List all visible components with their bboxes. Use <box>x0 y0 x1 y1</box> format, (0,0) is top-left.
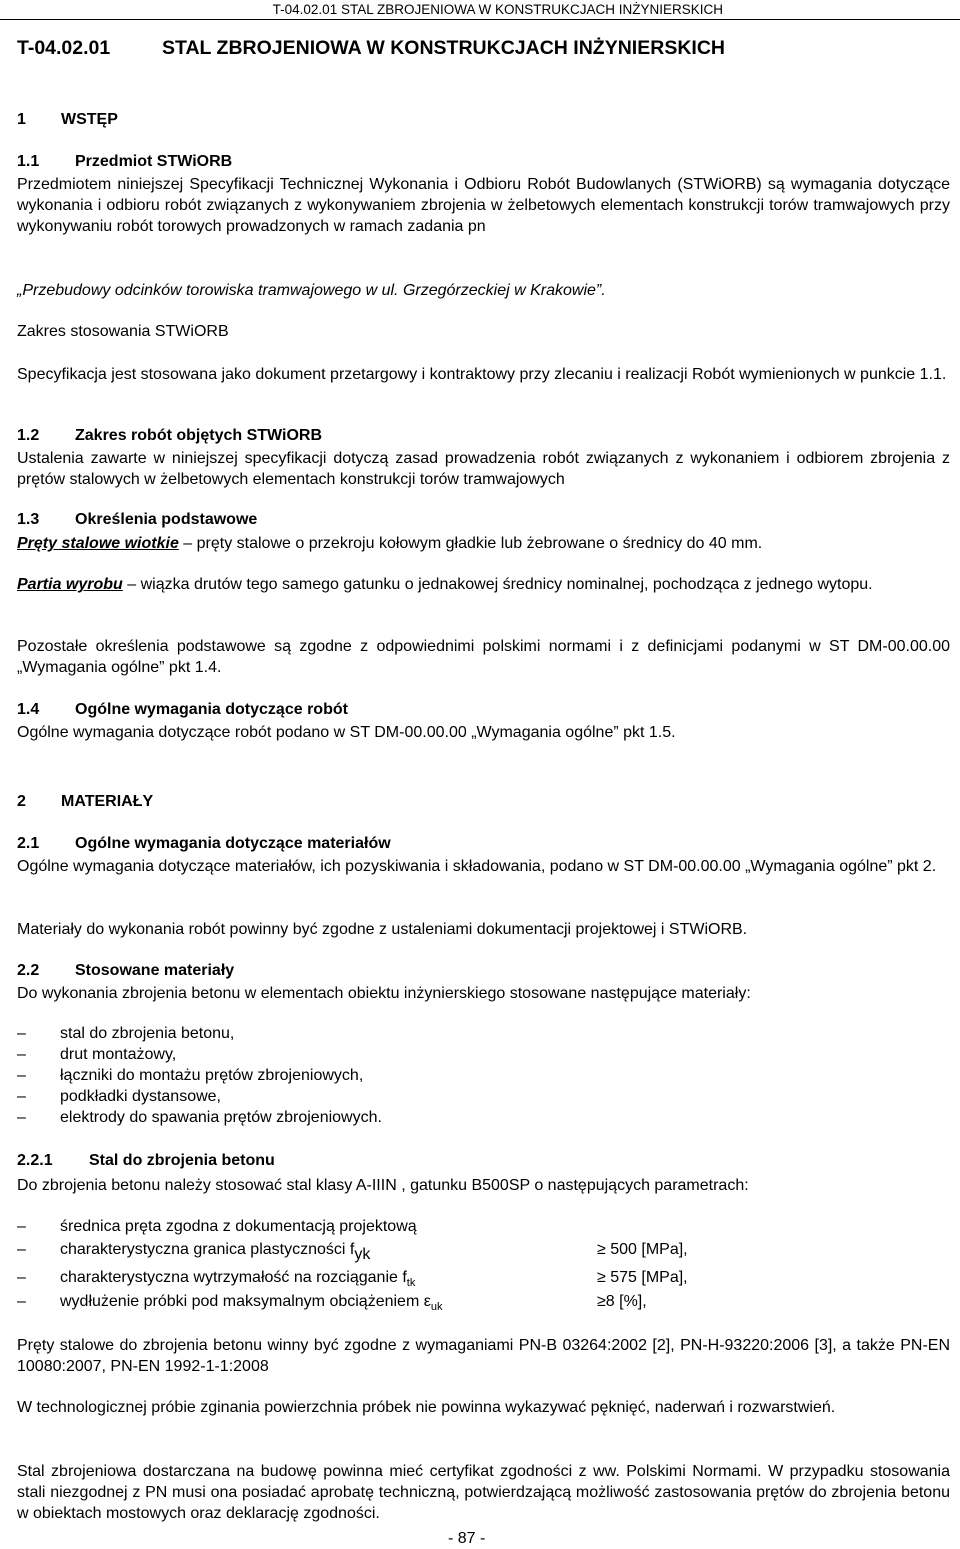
parameter-subscript: tk <box>406 1277 416 1290</box>
running-header: T-04.02.01 STAL ZBROJENIOWA W KONSTRUKCJACH INŻYNIERSKICH <box>272 2 723 17</box>
section-heading-1-2 <box>17 427 322 445</box>
parameter-row <box>17 1269 688 1290</box>
page-number: - 87 - <box>448 1530 486 1547</box>
definition-text: – wiązka drutów tego samego gatunku o jednakowej średnicy nominalnej, pochodząca z jednego wytopu. <box>122 576 873 593</box>
paragraph-materials-compliance: Materiały do wykonania robót powinny być zgodne z ustaleniami dokumentacji projektowej i STWiORB. <box>17 921 748 938</box>
parameter-label: średnica pręta zgodna z dokumentacją projektową <box>60 1218 417 1235</box>
section-title: Ogólne wymagania dotyczące materiałów <box>75 835 391 852</box>
section-heading-1-1 <box>17 153 232 171</box>
definition-text: – pręty stalowe o przekroju kołowym gładkie lub żebrowane o średnicy do 40 mm. <box>178 535 763 552</box>
section-heading-1 <box>17 111 118 129</box>
paragraph-works-scope: Ustalenia zawarte w niniejszej specyfikacji dotyczą zasad prowadzenia robót związanych z wykonaniem i odbiorem zbrojenia z prętów stalowych w żelbetowych elementach konstrukcji torów tramwajowych <box>17 450 950 488</box>
section-heading-2 <box>17 793 153 811</box>
parameter-label: charakterystyczna granica plastyczności f <box>60 1241 355 1258</box>
section-number: 2.2.1 <box>17 1152 53 1169</box>
section-heading-1-3 <box>17 511 257 529</box>
dash-bullet: – <box>17 1109 26 1126</box>
paragraph-materials-general: Ogólne wymagania dotyczące materiałów, ich pozyskiwania i składowania, podano w ST DM-00.00.00 „Wymagania ogólne” pkt 2. <box>17 858 937 875</box>
document-number: T-04.02.01 <box>17 37 111 59</box>
paragraph-materials-intro: Do wykonania zbrojenia betonu w elementach obiektu inżynierskiego stosowane następujące materiały: <box>17 985 751 1002</box>
dash-bullet: – <box>17 1269 26 1286</box>
paragraph-norms: Pręty stalowe do zbrojenia betonu winny być zgodne z wymaganiami PN-B 03264:2002 [2], PN-H-93220:2006 [3], a także PN-EN 10080:2007, PN-EN 1992-1-1:2008 <box>17 1337 950 1375</box>
section-title: Stal do zbrojenia betonu <box>89 1152 275 1169</box>
parameter-row <box>17 1293 647 1314</box>
dash-bullet: – <box>17 1293 26 1310</box>
section-title: MATERIAŁY <box>61 793 154 810</box>
section-heading-2-1 <box>17 835 391 853</box>
section-number: 1.2 <box>17 427 40 444</box>
paragraph-certificate: Stal zbrojeniowa dostarczana na budowę powinna mieć certyfikat zgodności z ww. Polskimi Normami. W przypadku stosowania stali niezgodnej z PN musi ona posiadać aprobatę techniczną, potwierdzającą możliwość zastosowania prętów do zbrojenia betonu w obiektach mostowych oraz deklarację zgodności. <box>17 1463 950 1522</box>
list-item: – drut montażowy, <box>17 1046 177 1063</box>
parameter-row <box>17 1218 417 1236</box>
header-rule <box>0 19 960 20</box>
dash-bullet: – <box>17 1025 26 1042</box>
section-number: 1 <box>17 111 26 128</box>
dash-bullet: – <box>17 1046 26 1063</box>
paragraph-other-definitions: Pozostałe określenia podstawowe są zgodne z odpowiednimi polskimi normami i z definicjami podanymi w ST DM-00.00.00 „Wymagania ogólne” pkt 1.4. <box>17 638 950 676</box>
section-heading-2-2-1 <box>17 1152 275 1170</box>
project-name: „Przebudowy odcinków torowiska tramwajowego w ul. Grzegórzeckiej w Krakowie”. <box>17 282 606 299</box>
definition-term: Pręty stalowe wiotkie <box>17 535 179 552</box>
parameter-value: ≥ 500 [MPa], <box>597 1241 688 1258</box>
section-title: Ogólne wymagania dotyczące robót <box>75 701 348 718</box>
parameter-value: ≥ 575 [MPa], <box>597 1269 688 1286</box>
section-number: 1.3 <box>17 511 40 528</box>
scope-label: Zakres stosowania STWiORB <box>17 323 229 340</box>
parameter-value: ≥8 [%], <box>597 1293 647 1310</box>
section-number: 2.1 <box>17 835 40 852</box>
section-title: Przedmiot STWiORB <box>75 153 233 170</box>
section-title: Zakres robót objętych STWiORB <box>75 427 322 444</box>
list-item: – łączniki do montażu prętów zbrojeniowych, <box>17 1067 364 1084</box>
section-number: 2.2 <box>17 962 40 979</box>
parameter-subscript: yk <box>354 1246 371 1263</box>
section-number: 2 <box>17 793 26 810</box>
paragraph-scope: Specyfikacja jest stosowana jako dokument przetargowy i kontraktowy przy zlecaniu i realizacji Robót wymienionych w punkcie 1.1. <box>17 366 947 383</box>
parameter-label: charakterystyczna wytrzymałość na rozciąganie f <box>60 1269 407 1286</box>
list-item: – podkładki dystansowe, <box>17 1088 221 1105</box>
section-title: Stosowane materiały <box>75 962 235 979</box>
dash-bullet: – <box>17 1218 26 1235</box>
parameter-row <box>17 1241 688 1264</box>
list-item: – elektrody do spawania prętów zbrojeniowych. <box>17 1109 382 1126</box>
paragraph-subject: Przedmiotem niniejszej Specyfikacji Technicznej Wykonania i Odbioru Robót Budowlanych (STWiORB) są wymagania dotyczące wykonania i odbioru robót związanych z wykonywaniem zbrojenia w żelbetowych elementach konstrukcji torów tramwajowych przy wykonywaniu robót torowych prowadzonych w ramach zadania pn <box>17 176 950 235</box>
definition-term: Partia wyrobu <box>17 576 123 593</box>
paragraph-general-requirements: Ogólne wymagania dotyczące robót podano w ST DM-00.00.00 „Wymagania ogólne” pkt 1.5. <box>17 724 676 741</box>
definition-batch <box>17 574 950 595</box>
document-title <box>17 37 725 60</box>
list-item: – stal do zbrojenia betonu, <box>17 1025 235 1042</box>
section-title: WSTĘP <box>61 111 118 128</box>
section-number: 1.1 <box>17 153 40 170</box>
section-heading-1-4 <box>17 701 348 719</box>
document-title-text: STAL ZBROJENIOWA W KONSTRUKCJACH INŻYNIERSKICH <box>162 37 725 59</box>
parameter-subscript: uk <box>430 1301 443 1314</box>
parameter-label: wydłużenie próbki pod maksymalnym obciążeniem ε <box>60 1293 431 1310</box>
section-number: 1.4 <box>17 701 40 718</box>
section-title: Określenia podstawowe <box>75 511 258 528</box>
paragraph-steel-intro: Do zbrojenia betonu należy stosować stal klasy A-IIIN , gatunku B500SP o następujących parametrach: <box>17 1177 749 1194</box>
paragraph-bending-test: W technologicznej próbie zginania powierzchnia próbek nie powinna wykazywać pęknięć, naderwań i rozwarstwień. <box>17 1399 836 1416</box>
dash-bullet: – <box>17 1067 26 1084</box>
definition-rebar <box>17 533 950 554</box>
dash-bullet: – <box>17 1241 26 1258</box>
dash-bullet: – <box>17 1088 26 1105</box>
section-heading-2-2 <box>17 962 234 980</box>
